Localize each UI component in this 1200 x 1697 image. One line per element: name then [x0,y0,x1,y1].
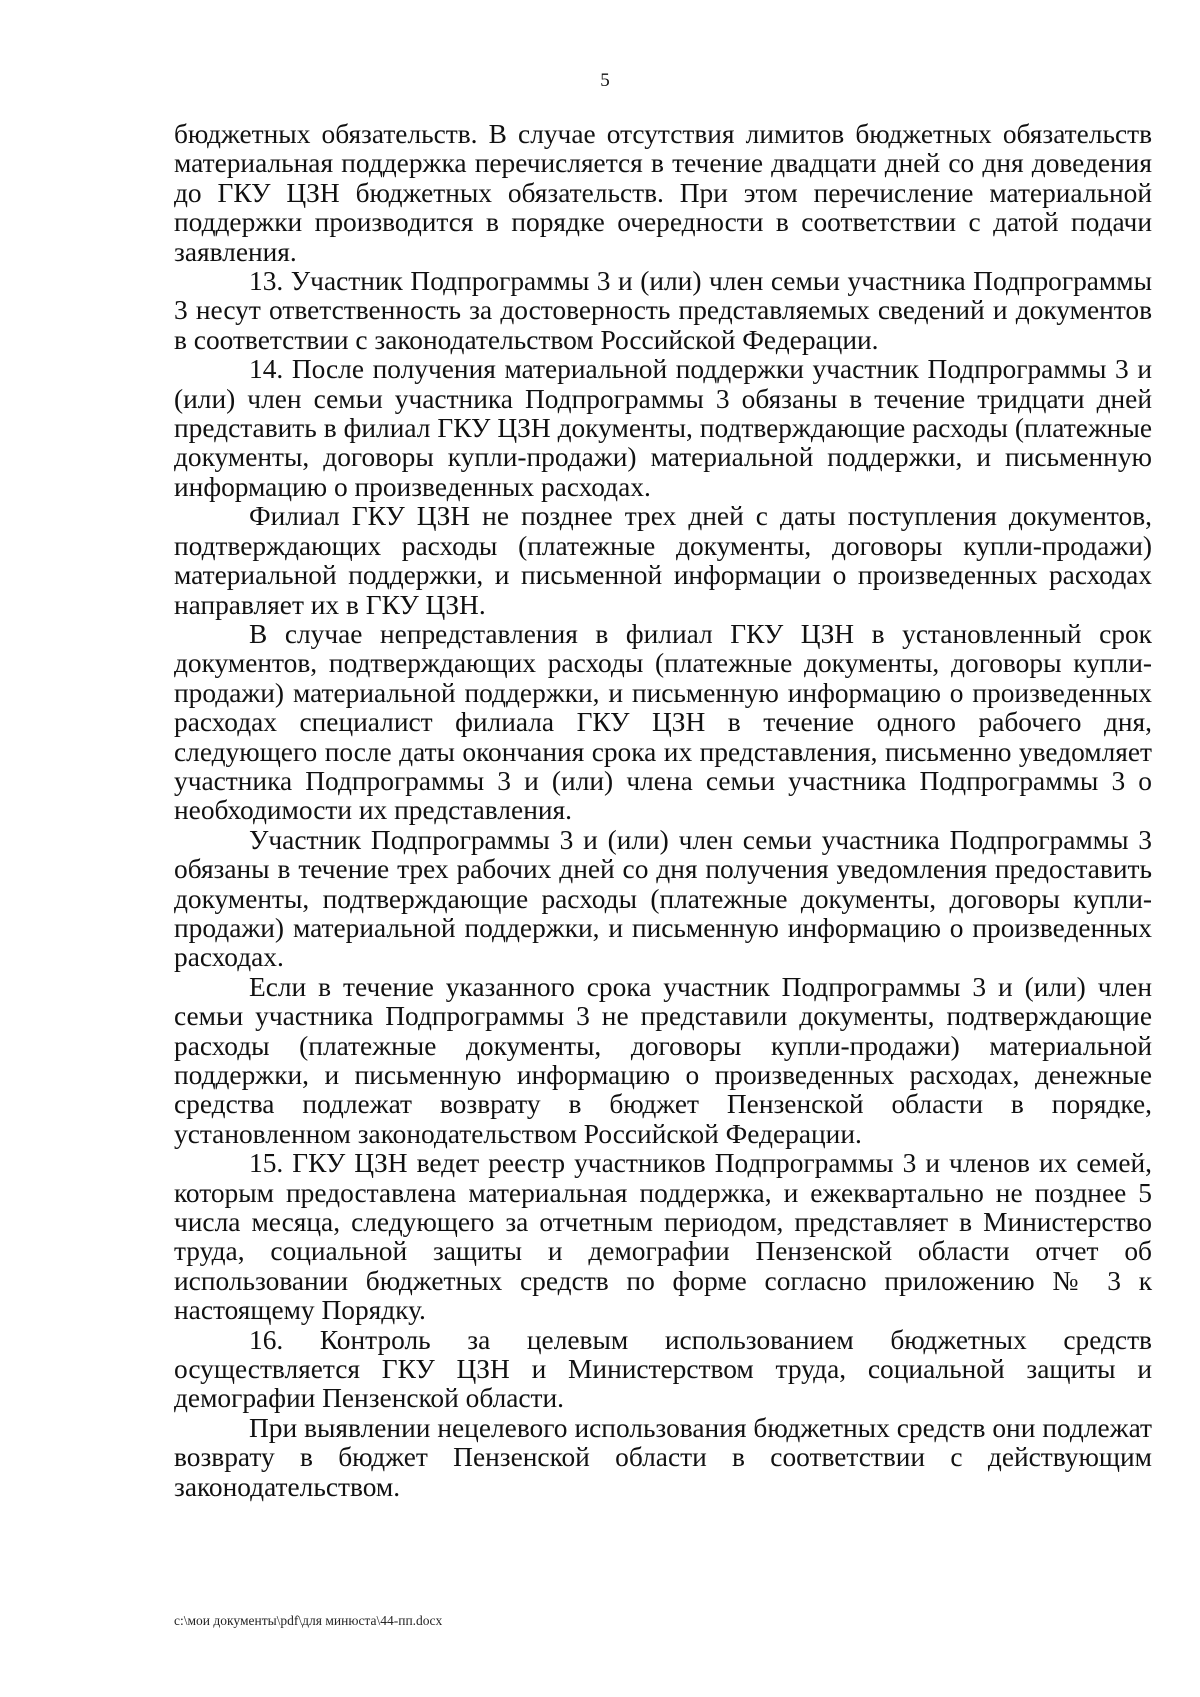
paragraph-2: 13. Участник Подпрограммы 3 и (или) член семьи участника Подпрограммы 3 несут ответственность за достоверность представляемых сведений и документов в соответствии с законодательством Российской Федерации. [174,266,1152,355]
document-body [174,120,1152,1502]
page-number: 5 [600,70,610,91]
paragraph-5: В случае непредставления в филиал ГКУ ЦЗН в установленный срок документов, подтверждающих расходы (платежные документы, договоры купли-продажи) материальной поддержки, и письменную информацию о произведенных расходах специалист филиала ГКУ ЦЗН в течение одного рабочего дня, следующего после даты окончания срока их представления, письменно уведомляет участника Подпрограммы 3 и (или) члена семьи участника Подпрограммы 3 о необходимости их представления. [174,618,1152,826]
paragraph-6: Участник Подпрограммы 3 и (или) член семьи участника Подпрограммы 3 обязаны в течение трех рабочих дней со дня получения уведомления предоставить документы, подтверждающие расходы (платежные документы, договоры купли-продажи) материальной поддержки, и письменную информацию о произведенных расходах. [174,824,1152,973]
paragraph-1: бюджетных обязательств. В случае отсутствия лимитов бюджетных обязательств материальная поддержка перечисляется в течение двадцати дней со дня доведения до ГКУ ЦЗН бюджетных обязательств. При этом перечисление материальной поддержки производится в порядке очередности в соответствии с датой подачи заявления. [174,119,1152,267]
paragraph-8: 15. ГКУ ЦЗН ведет реестр участников Подпрограммы 3 и членов их семей, которым предоставлена материальная поддержка, и ежеквартально не позднее 5 числа месяца, следующего за отчетным периодом, представляет в Министерство труда, социальной защиты и демографии Пензенской области отчет об использовании бюджетных средств по форме согласно приложению № 3 к настоящему Порядку. [174,1148,1152,1326]
paragraph-10: При выявлении нецелевого использования бюджетных средств они подлежат возврату в бюджет Пензенской области в соответствии с действующим законодательством. [174,1412,1152,1502]
paragraph-4: Филиал ГКУ ЦЗН не позднее трех дней с даты поступления документов, подтверждающих расходы (платежные документы, договоры купли-продажи) материальной поддержки, и письменной информации о произведенных расходах направляет их в ГКУ ЦЗН. [174,501,1152,620]
paragraph-3: 14. После получения материальной поддержки участник Подпрограммы 3 и (или) член семьи участника Подпрограммы 3 обязаны в течение тридцати дней представить в филиал ГКУ ЦЗН документы, подтверждающие расходы (платежные документы, договоры купли-продажи) материальной поддержки, и письменную информацию о произведенных расходах. [174,354,1152,502]
paragraph-9: 16. Контроль за целевым использованием бюджетных средств осуществляется ГКУ ЦЗН и Министерством труда, социальной защиты и демографии Пензенской области. [174,1324,1152,1414]
paragraph-7: Если в течение указанного срока участник Подпрограммы 3 и (или) член семьи участника Подпрограммы 3 не представили документы, подтверждающие расходы (платежные документы, договоры купли-продажи) материальной поддержки, и письменную информацию о произведенных расходах, денежные средства подлежат возврату в бюджет Пензенской области в порядке, установленном законодательством Российской Федерации. [174,971,1152,1149]
footer-file-path: c:\мои документы\pdf\для минюста\44-пп.docx [174,1613,443,1628]
